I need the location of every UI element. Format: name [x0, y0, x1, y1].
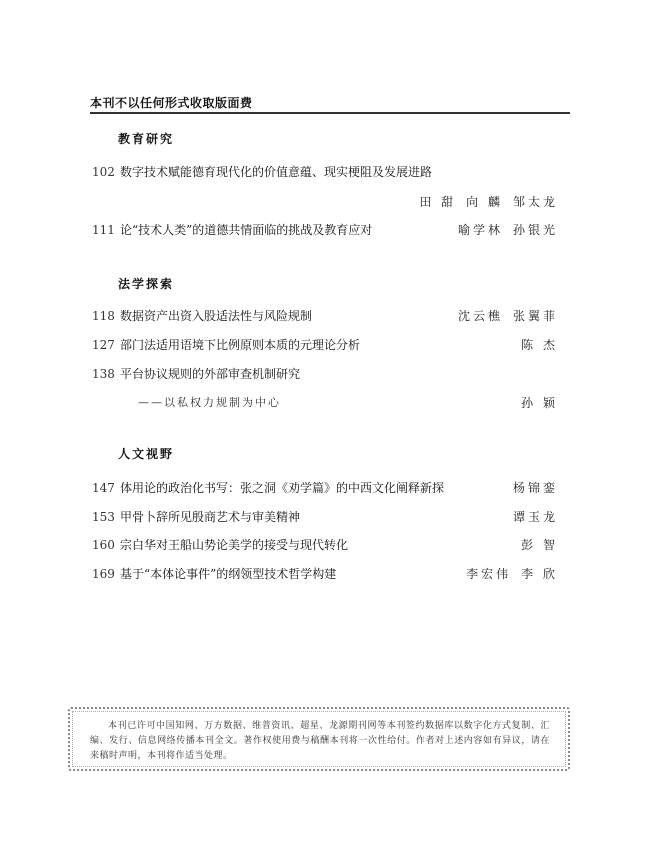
page-number: 102: [92, 165, 115, 179]
article-title: 论“技术人类”的道德共情面临的挑战及教育应对: [120, 223, 373, 237]
section-title-education: 教育研究: [118, 132, 175, 146]
toc-entry[interactable]: [92, 365, 558, 383]
page-number: 127: [92, 338, 115, 352]
author: 谭玉龙: [512, 510, 558, 524]
article-authors: [511, 536, 558, 554]
author: 杨锦銮: [512, 481, 558, 495]
author: 李 欣: [521, 567, 558, 581]
copyright-notice-text: 本刊已许可中国知网、万方数据、维普资讯、超星、龙源期刊网等本刊签约数据库以数字化方式复制、汇编、发行、信息网络传播本刊全文。著作权使用费与稿酬本刊将一次性给付。作者对上述内容如有异议，请在来稿时声明，本刊将作适当处理。: [90, 721, 550, 761]
section-title-humanities: 人文视野: [118, 447, 175, 461]
author: 李宏伟: [466, 567, 512, 581]
page-number: 147: [92, 481, 115, 495]
article-title: 数字技术赋能德育现代化的价值意蕴、现实梗阻及发展进路: [120, 165, 433, 179]
article-title: 宗白华对王船山势论美学的接受与现代转化: [120, 538, 349, 552]
article-title: 数据资产出资入股适法性与风险规制: [120, 309, 313, 323]
author: 田 甜: [419, 195, 457, 209]
toc-entry[interactable]: [92, 307, 558, 325]
author: 张翼菲: [512, 309, 558, 323]
page-number: 111: [92, 223, 115, 237]
page-number: 169: [92, 567, 115, 581]
article-subtitle: ——以私权力规制为中心: [138, 396, 281, 409]
toc-entry[interactable]: [92, 536, 558, 554]
section-title-law: 法学探索: [118, 277, 175, 291]
article-authors: [448, 221, 558, 239]
author: 彭 智: [521, 538, 558, 552]
article-authors: [511, 394, 558, 412]
page-header: [90, 94, 570, 116]
page-number: 160: [92, 538, 115, 552]
article-title: 体用论的政治化书写：张之洞《劝学篇》的中西文化阐释新探: [120, 481, 445, 495]
author: 陈 杰: [521, 338, 558, 352]
toc-entry[interactable]: [92, 565, 558, 583]
article-authors: [448, 307, 558, 325]
author: 邹太龙: [512, 195, 558, 209]
page-number: 118: [92, 309, 115, 323]
header-rule: [90, 112, 570, 114]
toc-entry[interactable]: [92, 508, 558, 526]
page-number: 153: [92, 510, 115, 524]
author: 孙银光: [512, 223, 558, 237]
toc-entry[interactable]: [92, 479, 558, 497]
author: 孙 颖: [521, 396, 558, 410]
article-authors: [409, 193, 558, 211]
toc-entry[interactable]: [92, 163, 558, 181]
author: 向 麟: [466, 195, 503, 209]
article-authors: [503, 508, 558, 526]
article-title: 甲骨卜辞所见殷商艺术与审美精神: [120, 510, 301, 524]
article-authors: [503, 479, 558, 497]
author: 喻学林: [457, 223, 503, 237]
article-title: 平台协议规则的外部审查机制研究: [120, 367, 301, 381]
copyright-notice-box: [68, 707, 570, 771]
toc-entry[interactable]: [92, 336, 558, 354]
article-title: 基于“本体论事件”的纲领型技术哲学构建: [120, 567, 337, 581]
page-number: 138: [92, 367, 115, 381]
article-authors: [456, 565, 558, 583]
header-notice: 本刊不以任何形式收取版面费: [90, 96, 253, 110]
author: 沈云樵: [457, 309, 503, 323]
article-authors: [511, 336, 558, 354]
toc-entry[interactable]: [92, 221, 558, 239]
article-title: 部门法适用语境下比例原则本质的元理论分析: [120, 338, 361, 352]
